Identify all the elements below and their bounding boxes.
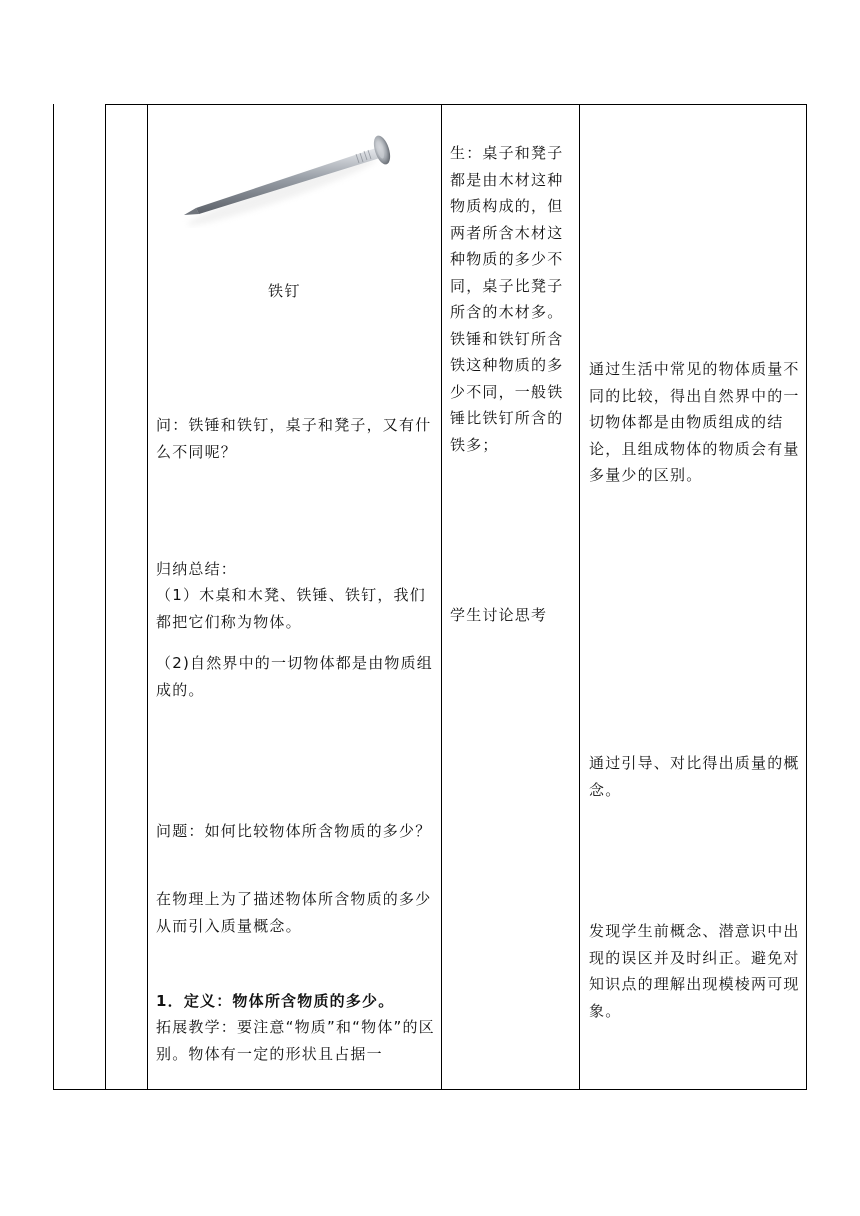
image-caption: 铁钉 (268, 282, 302, 300)
design-note-2: 通过引导、对比得出质量的概念。 (589, 754, 800, 799)
extension-text: 拓展教学：要注意“物质”和“物体”的区别。物体有一定的形状且占据一 (156, 1018, 435, 1063)
definition-text: 1．定义：物体所含物质的多少。 (156, 992, 395, 1010)
table-top-border (105, 104, 807, 105)
question-compare: 问题：如何比较物体所含物质的多少？ (156, 822, 432, 840)
summary-item-1: （1）木桌和木凳、铁锤、铁钉，我们都把它们称为物体。 (156, 586, 426, 631)
design-note-1: 通过生活中常见的物体质量不同的比较，得出自然界中的一切物体都是由物质组成的结论，且组成物体的物质会有量多量少的区别。 (589, 360, 800, 484)
column-divider (147, 104, 148, 1089)
column-divider (579, 104, 580, 1089)
summary-title: 归纳总结： (156, 560, 238, 578)
intro-text: 在物理上为了描述物体所含物质的多少从而引入质量概念。 (156, 890, 432, 935)
design-note-3: 发现学生前概念、潜意识中出现的误区并及时纠正。避免对知识点的理解出现模棱两可现象。 (589, 922, 800, 1020)
column-divider (105, 104, 106, 1089)
student-answer: 生：桌子和凳子都是由木材这种物质构成的，但两者所含木材这种物质的多少不同，桌子比凳子所含的木材多。铁锤和铁钉所含铁这种物质的多少不同，一般铁锤比铁钉所含的铁多； (450, 144, 564, 454)
question-text: 问：铁锤和铁钉，桌子和凳子，又有什么不同呢？ (156, 416, 432, 461)
summary-item-2: （2)自然界中的一切物体都是由物质组成的。 (156, 654, 433, 699)
iron-nail-image (170, 128, 400, 228)
student-discussion: 学生讨论思考 (450, 606, 548, 624)
column-divider (441, 104, 442, 1089)
nail-icon (170, 128, 400, 228)
